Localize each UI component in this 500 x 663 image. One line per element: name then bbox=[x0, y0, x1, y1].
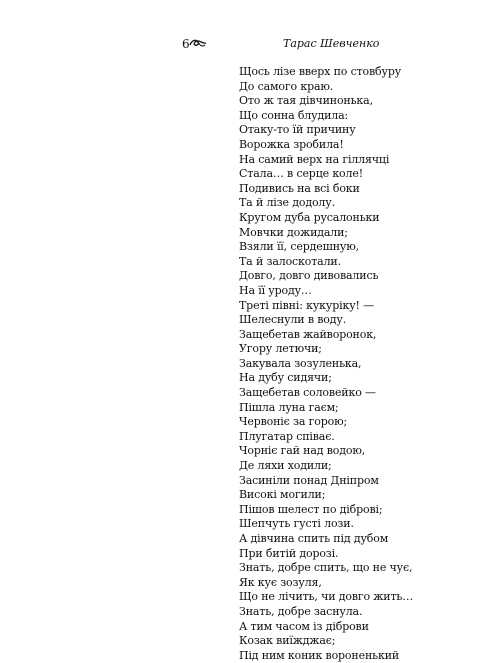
poem-line: Мовчки дожидали; bbox=[239, 225, 348, 239]
poem-line: Що сонна блудила: bbox=[239, 108, 349, 122]
poem-line: Знать, добре спить, що не чує, bbox=[239, 561, 413, 575]
poem-line: Козак виїжджає; bbox=[239, 634, 336, 648]
poem-line: Та й лізе додолу. bbox=[239, 196, 335, 210]
poem-line: Закувала зозуленька, bbox=[239, 356, 362, 370]
poem-line: До самого краю. bbox=[239, 79, 334, 93]
poem-line: Високі могили; bbox=[239, 488, 326, 502]
poem-line: Кругом дуба русалоньки bbox=[239, 210, 380, 224]
poem-line: Угору летючи; bbox=[239, 342, 322, 356]
poem-line: Під ним коник вороненький bbox=[239, 648, 400, 662]
page-number: 6 bbox=[182, 37, 190, 51]
poem-line: Шелеснули в воду. bbox=[239, 313, 347, 327]
poem-line: Що не лічить, чи довго жить… bbox=[239, 590, 414, 604]
poem-text bbox=[239, 65, 413, 663]
running-title: Тарас Шевченко bbox=[283, 37, 380, 50]
poem-line: А тим часом із діброви bbox=[239, 619, 369, 633]
poem-line: Треті півні: кукуріку! — bbox=[239, 298, 375, 312]
poem-line: Засиніли понад Дніпром bbox=[239, 473, 379, 487]
poem-line: На самий верх на гіллячці bbox=[239, 152, 390, 166]
poem-line: Отаку-то їй причину bbox=[239, 123, 356, 137]
poem-line: Щось лізе вверх по стовбуру bbox=[239, 65, 402, 78]
poem-line: Шепчуть густі лози. bbox=[239, 517, 354, 531]
poem-line: Чорніє гай над водою, bbox=[239, 444, 366, 458]
poem-line: Ото ж тая дівчинонька, bbox=[239, 94, 373, 108]
poem-line: Довго, довго дивовались bbox=[239, 269, 379, 283]
poem-line: При битій дорозі. bbox=[239, 546, 339, 560]
poem-line: Плугатар співає. bbox=[239, 429, 335, 443]
leaf-flourish-icon bbox=[189, 37, 207, 49]
poem-line: А дівчина спить під дубом bbox=[239, 532, 389, 545]
poem-line: Та й залоскотали. bbox=[239, 254, 341, 268]
poem-line: Де ляхи ходили; bbox=[239, 459, 332, 473]
poem-line: Стала… в серце коле! bbox=[239, 167, 363, 181]
poem-line: Червоніє за горою; bbox=[239, 415, 348, 429]
poem-line: Защебетав жайворонок, bbox=[239, 327, 377, 341]
poem-line: Взяли її, сердешную, bbox=[239, 240, 359, 254]
poem-line: Подивись на всі боки bbox=[239, 181, 360, 195]
poem-line: На дубу сидячи; bbox=[239, 371, 332, 385]
poem-line: Защебетав соловейко — bbox=[239, 386, 376, 400]
poem-line: Ворожка зробила! bbox=[239, 137, 344, 151]
poem-line: На її уроду… bbox=[239, 283, 312, 297]
poem-line: Як кує зозуля, bbox=[239, 575, 322, 589]
poem-line: Пішла луна гаєм; bbox=[239, 400, 339, 414]
poem-line: Пішов шелест по діброві; bbox=[239, 502, 383, 516]
poem-line: Знать, добре заснула. bbox=[239, 604, 363, 618]
